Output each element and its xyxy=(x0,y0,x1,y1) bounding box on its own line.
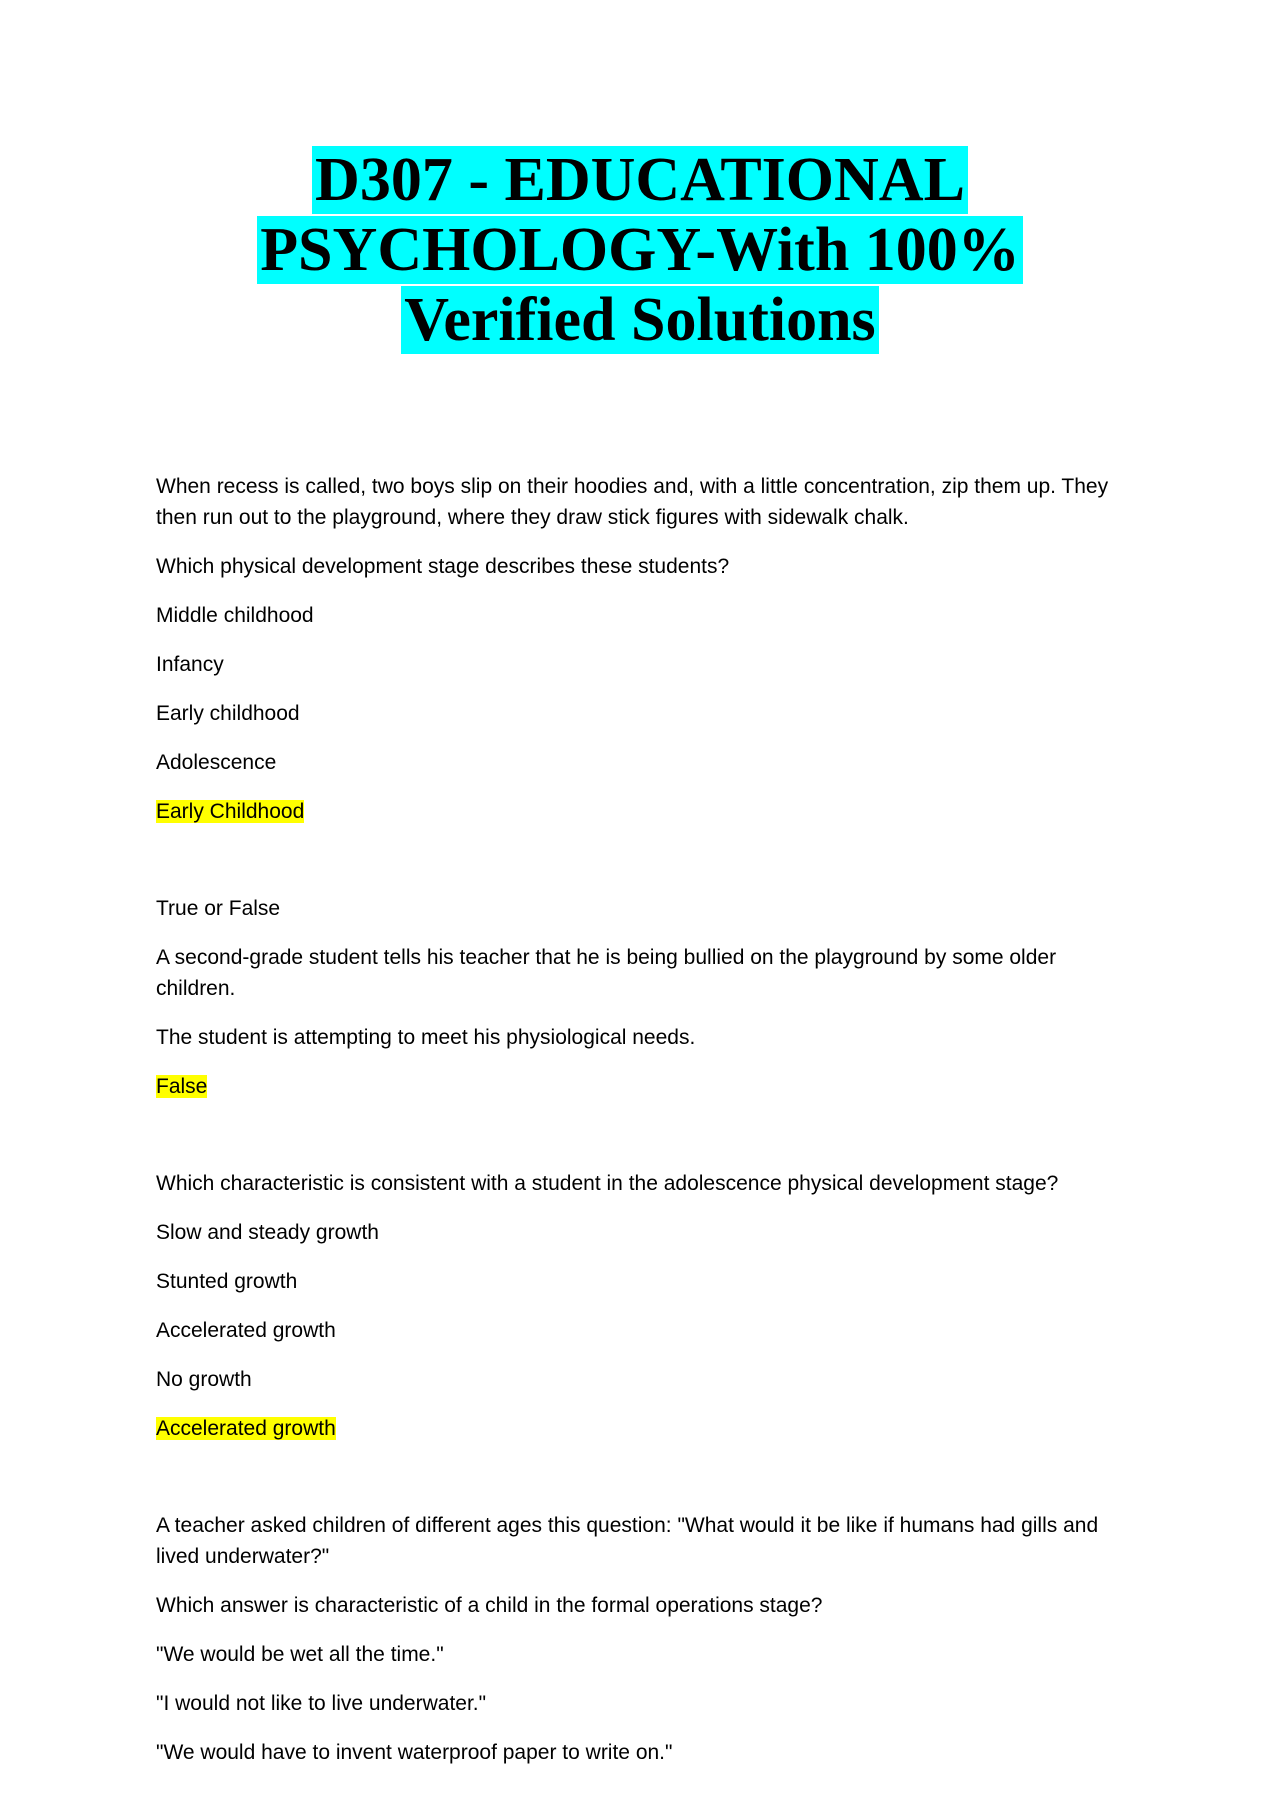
answer-option: Middle childhood xyxy=(156,604,314,627)
answer-option: Stunted growth xyxy=(156,1270,298,1293)
question-block xyxy=(156,471,1116,827)
question-stem: When recess is called, two boys slip on their hoodies and, with a little concentration, zip them up. They then run out to the playground, where they draw stick figures with sidewalk chalk. xyxy=(156,475,1109,529)
question-list xyxy=(156,471,1116,1786)
question-prompt: Which physical development stage describes these students? xyxy=(156,555,730,578)
question-block xyxy=(156,893,1116,1102)
question-type-label: True or False xyxy=(156,897,281,920)
question-block xyxy=(156,1510,1116,1768)
answer-option: Infancy xyxy=(156,653,224,676)
question-stem: Which characteristic is consistent with a student in the adolescence physical development stage? xyxy=(156,1172,1059,1195)
correct-answer: Early Childhood xyxy=(156,800,305,823)
answer-option: No growth xyxy=(156,1368,252,1391)
answer-option: "We would be wet all the time." xyxy=(156,1643,444,1666)
answer-option: Adolescence xyxy=(156,751,277,774)
question-prompt: Which answer is characteristic of a child in the formal operations stage? xyxy=(156,1594,823,1617)
answer-option: "I would not like to live underwater." xyxy=(156,1692,487,1715)
title-line-1: D307 - EDUCATIONAL xyxy=(312,146,968,214)
title-line-3: Verified Solutions xyxy=(401,286,878,354)
question-stem: A teacher asked children of different ages this question: "What would it be like if humans had gills and lived underwater?" xyxy=(156,1514,1099,1568)
correct-answer: Accelerated growth xyxy=(156,1417,336,1440)
question-block xyxy=(156,1168,1116,1444)
title-line-2: PSYCHOLOGY-With 100% xyxy=(257,216,1023,284)
correct-answer: False xyxy=(156,1075,208,1098)
question-stem: A second-grade student tells his teacher that he is being bullied on the playground by some older children. xyxy=(156,946,1057,1000)
document-title xyxy=(0,145,1280,355)
question-statement: The student is attempting to meet his physiological needs. xyxy=(156,1026,696,1049)
answer-option: Accelerated growth xyxy=(156,1319,336,1342)
answer-option: Slow and steady growth xyxy=(156,1221,379,1244)
answer-option: Early childhood xyxy=(156,702,300,725)
answer-option: "We would have to invent waterproof paper to write on." xyxy=(156,1741,673,1764)
